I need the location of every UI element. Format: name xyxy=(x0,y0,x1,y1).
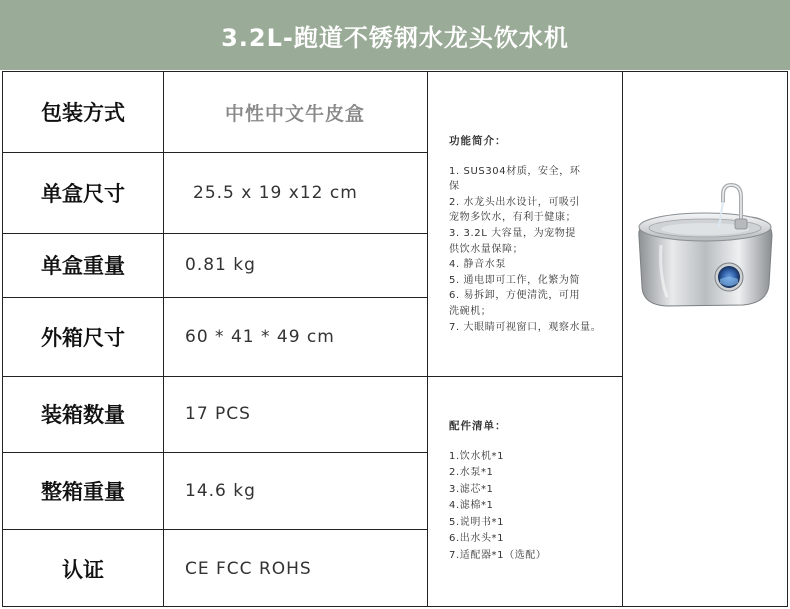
divider xyxy=(427,72,428,606)
row-label: 整箱重量 xyxy=(41,479,125,504)
divider xyxy=(427,376,622,377)
features-block xyxy=(449,134,619,335)
feature-line: 1. SUS304材质，安全，环 xyxy=(449,165,581,177)
row-value: 中性中文牛皮盒 xyxy=(224,102,365,125)
feature-line: 3. 3.2L 大容量，为宠物提 xyxy=(449,227,576,239)
row-value: 60 * 41 * 49 cm xyxy=(185,326,335,347)
row-value: 0.81 kg xyxy=(185,255,256,275)
feature-line: 4. 静音水泵 xyxy=(449,259,506,271)
accessory-line: 6.出水头*1 xyxy=(449,533,505,544)
feature-line: 宠物多饮水，有利于健康； xyxy=(449,212,577,224)
feature-line: 供饮水量保障； xyxy=(449,243,524,255)
row-label: 单盒重量 xyxy=(41,254,125,278)
feature-line: 2. 水龙头出水设计，可吸引 xyxy=(449,196,581,208)
row-value: CE FCC ROHS xyxy=(185,558,312,579)
accessory-line: 4.滤棉*1 xyxy=(449,500,494,511)
row-label: 单盒尺寸 xyxy=(41,181,125,206)
row-value: 25.5 x 19 x12 cm xyxy=(193,182,358,203)
row-label: 外箱尺寸 xyxy=(41,325,125,350)
product-image xyxy=(631,175,781,313)
row-label: 包装方式 xyxy=(41,101,125,125)
divider xyxy=(622,72,623,606)
accessories-heading: 配件清单： xyxy=(449,420,507,432)
title-banner xyxy=(0,0,790,70)
accessory-line: 1.饮水机*1 xyxy=(449,450,505,462)
accessory-line: 5.说明书*1 xyxy=(449,516,505,528)
accessory-line: 2.水泵*1 xyxy=(449,467,494,478)
feature-line: 6. 易拆卸，方便清洗，可用 xyxy=(449,290,581,302)
feature-line: 5. 通电即可工作，化繁为简 xyxy=(449,274,581,286)
row-value: 17 PCS xyxy=(185,404,251,424)
row-value: 14.6 kg xyxy=(185,480,256,501)
accessories-block xyxy=(449,418,619,564)
accessory-line: 3.滤芯*1 xyxy=(449,483,494,495)
feature-line: 洗碗机； xyxy=(449,305,492,317)
page-title: 3.2L-跑道不锈钢水龙头饮水机 xyxy=(221,23,569,52)
row-label: 认证 xyxy=(62,557,104,582)
accessory-line: 7.适配器*1（选配） xyxy=(449,549,547,561)
feature-line: 7. 大眼睛可视窗口，观察水量。 xyxy=(449,321,602,333)
spec-table xyxy=(2,71,788,607)
features-heading: 功能简介： xyxy=(449,135,507,147)
feature-line: 保 xyxy=(449,181,460,193)
row-label: 装箱数量 xyxy=(41,403,125,427)
